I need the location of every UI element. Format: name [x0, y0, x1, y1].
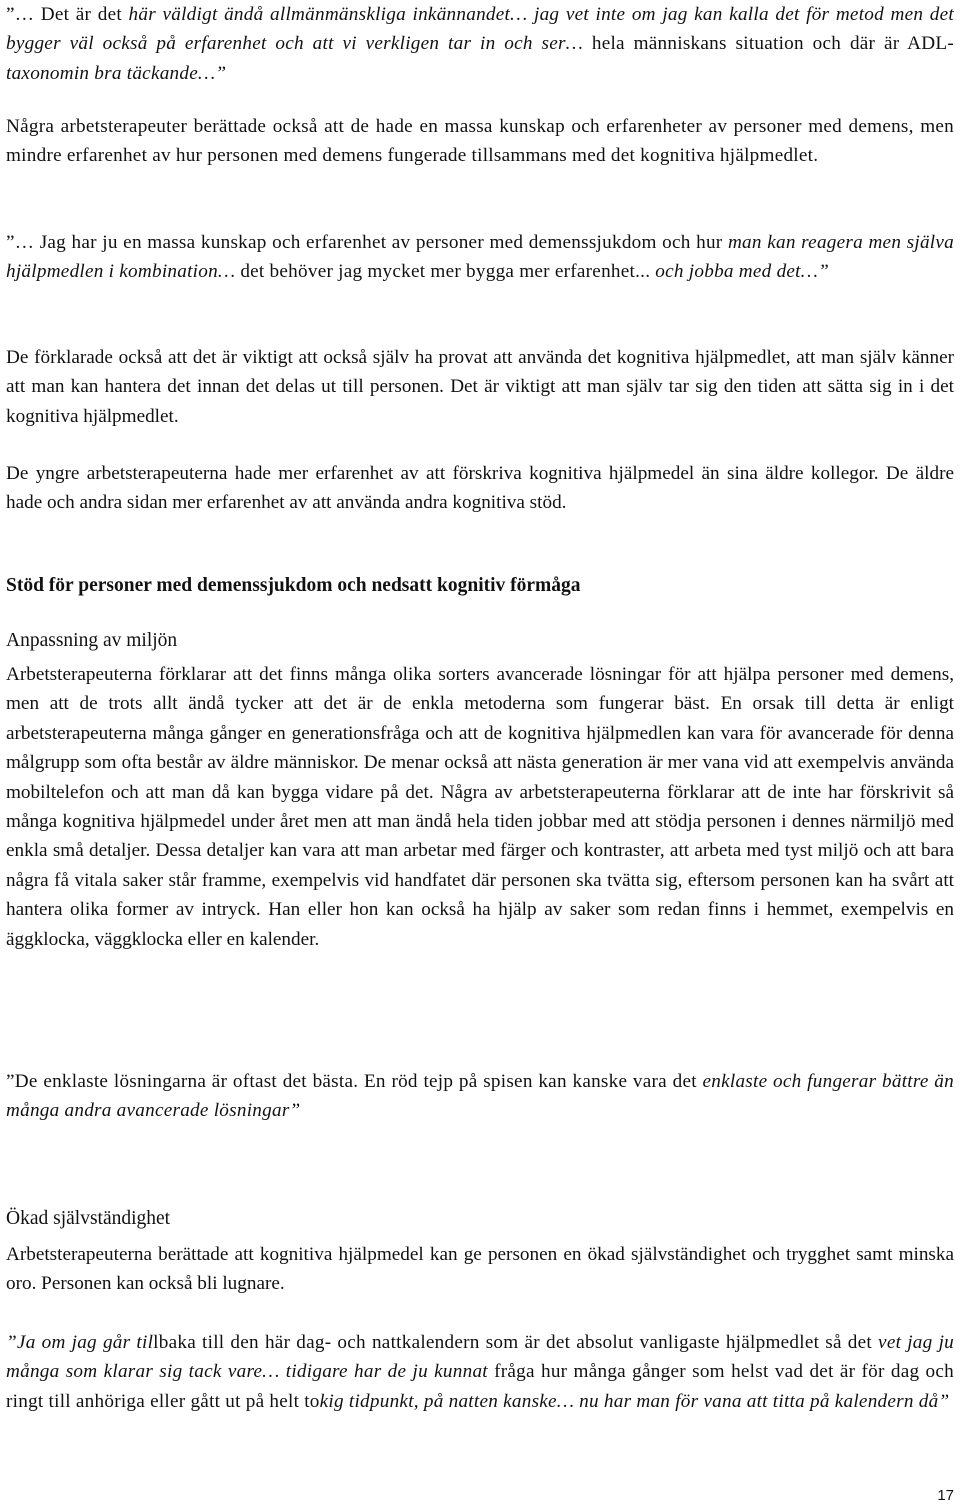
section-heading: Stöd för personer med demenssjukdom och nedsatt kognitiv förmåga [6, 575, 581, 596]
body-paragraph-6: Arbetsterapeuterna förklarar att det finns många olika sorters avancerade lösningar för att hjälpa personer med demens, men att de trots allt ändå tycker att det är de enkla metoderna som fungerar bäst. En orsak till detta är enligt arbetsterapeuterna många gånger en generationsfråga och att de kognitiva hjälpmedlen kan vara för avancerade för denna målgrupp som ofta består av äldre människor. De menar också att nästa generation är mer vana vid att exempelvis använda mobiltelefon och att man då kan bygga vidare på det. Några av arbetsterapeuterna förklarar att de inte har förskrivit så många kognitiva hjälpmedel under året men att man ändå hela tiden jobbar med att stödja personen i dennes närmiljö med enkla små detaljer. Dessa detaljer kan vara att man arbetar med färger och kontraster, att arbeta med tyst miljö och att bara några få vitala saker står framme, exempelvis vid handfatet där personen ska tvätta sig, eftersom personen kan ha svårt att hantera olika former av intryck. Han eller hon kan också ha hjälp av saker som redan finns i hemmet, exempelvis en äggklocka, väggklocka eller en kalender. [6, 664, 954, 950]
subheading-independence: Ökad självständighet [6, 1208, 171, 1229]
quote-text-italic: taxonomin bra täckande…” [6, 62, 227, 84]
page-number: 17 [937, 1487, 954, 1504]
quote-paragraph-1 [6, 0, 954, 88]
quote-text: det behöver jag mycket mer bygga mer erfarenhet... [235, 261, 656, 283]
quote-text: ”De enklaste lösningarna är oftast det bästa. En röd tejp på spisen kan kanske vara det [6, 1071, 703, 1092]
subheading-environment: Anpassning av miljön [6, 630, 178, 651]
body-paragraph-5: De yngre arbetsterapeuterna hade mer erfarenhet av att förskriva kognitiva hjälpmedel än sina äldre kollegor. De äldre hade och andra sidan mer erfarenhet av att använda andra kognitiva stöd. [6, 463, 954, 514]
body-paragraph-2: Några arbetsterapeuter berättade också att de hade en massa kunskap och erfarenheter av personer med demens, men mindre erfarenhet av hur personen med demens fungerade tillsammans med det kognitiva hjälpmedlet. [6, 116, 954, 167]
quote-text: lbaka till den här dag- och nattkalendern som är det absolut vanligaste hjälpmedlet så det [153, 1332, 879, 1353]
quote-text-italic: enklaste och fungerar bättre än många andra avancerade lösningar” [6, 1071, 954, 1122]
quote-text-italic: här väldigt ändå allmänmänskliga inkännandet… jag vet inte om jag kan kalla det för metod men det bygger väl också på erfarenhet och att vi verkligen tar in och ser… [6, 4, 954, 55]
quote-text-italic: man kan reagera men själva hjälpmedlen i kombination… [6, 232, 954, 283]
quote-text-italic: ”Ja om jag går til [6, 1332, 154, 1353]
quote-paragraph-9 [6, 1328, 954, 1416]
quote-text-italic: kig tidpunkt, på natten kanske… nu har man för vana att titta på kalendern då” [319, 1390, 950, 1412]
quote-text: ”… Det är det [6, 4, 129, 25]
quote-text: hela människans situation och där är ADL- [583, 33, 954, 55]
quote-text-italic: vet jag ju många som klarar sig tack vare… tidigare har de ju kunnat [6, 1332, 954, 1383]
quote-text: fråga hur många gånger som helst vad det är för dag och ringt till anhöriga eller gått ut på helt to [6, 1361, 954, 1412]
quote-paragraph-3 [6, 228, 954, 287]
body-paragraph-8: Arbetsterapeuterna berättade att kognitiva hjälpmedel kan ge personen en ökad självständighet och trygghet samt minska oro. Personen kan också bli lugnare. [6, 1244, 954, 1295]
quote-text-italic: och jobba med det…” [655, 261, 829, 283]
body-paragraph-4: De förklarade också att det är viktigt att också själv ha provat att använda det kognitiva hjälpmedlet, att man själv känner att man kan hantera det innan det delas ut till personen. Det är viktigt att man själv tar sig den tiden att sätta sig in i det kognitiva hjälpmedlet. [6, 347, 954, 427]
quote-paragraph-7 [6, 1067, 954, 1126]
quote-text: ”… Jag har ju en massa kunskap och erfarenhet av personer med demenssjukdom och hur [6, 232, 728, 253]
